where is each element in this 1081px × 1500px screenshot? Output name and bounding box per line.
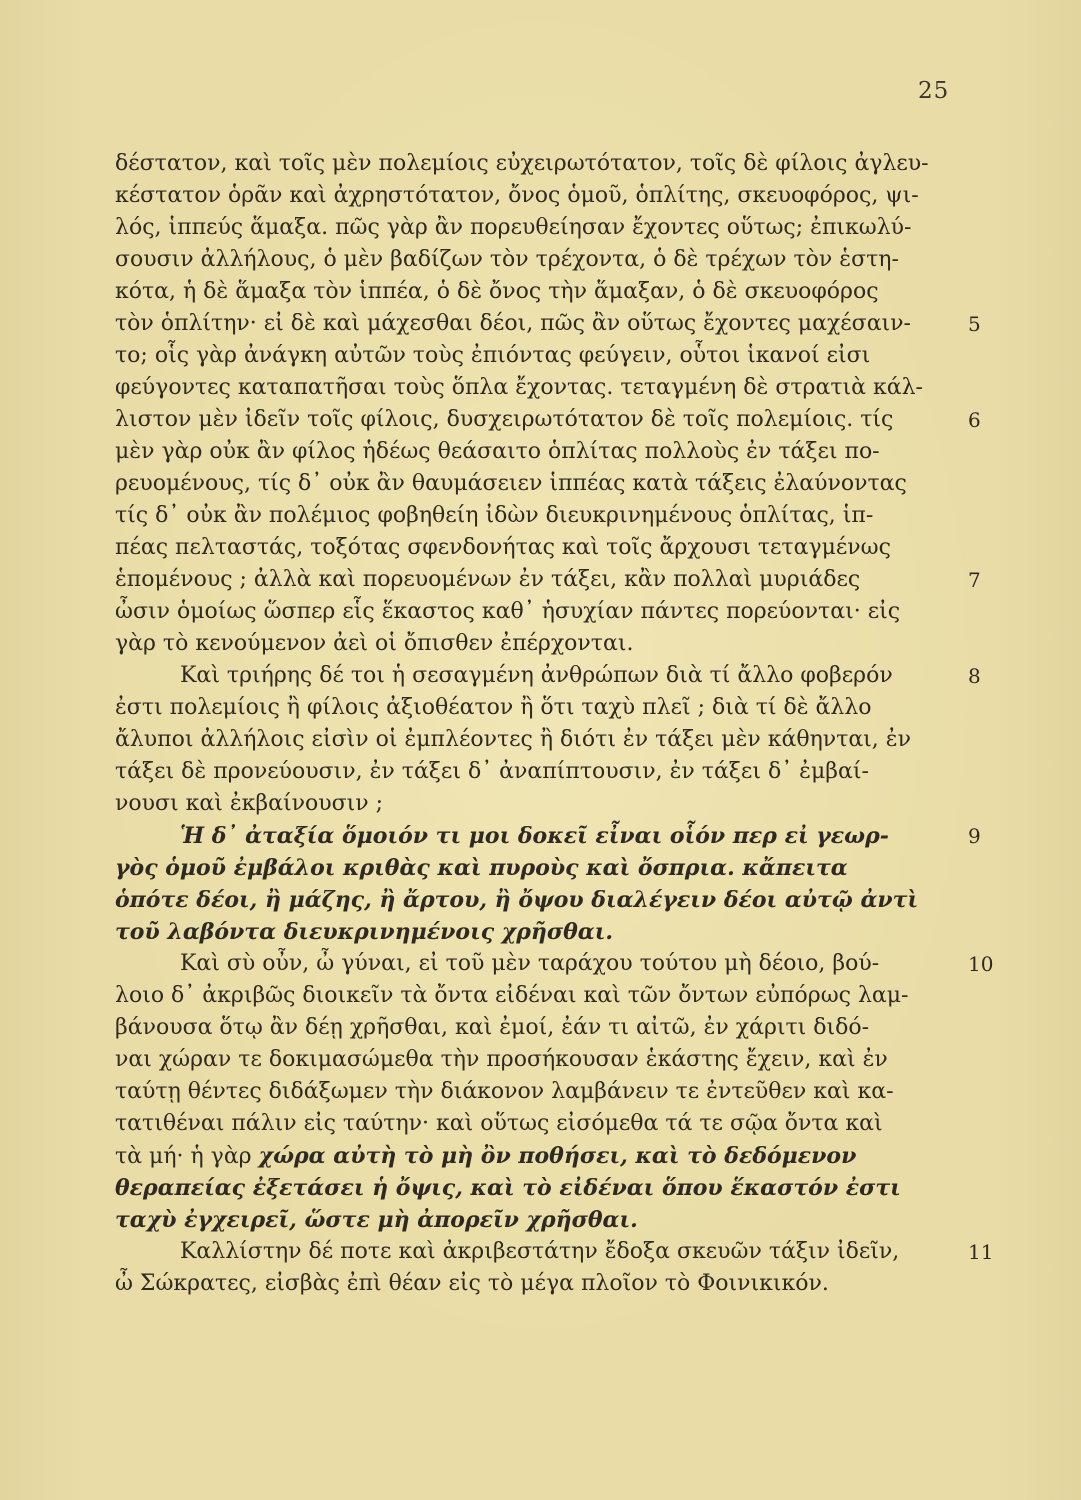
text-line: ὁπότε δέοι, ἢ μάζης, ἢ ἄρτου, ἢ ὄψου διαλέγειν δέοι αὐτῷ ἀντὶ bbox=[115, 887, 919, 913]
text-line: βάνουσα ὅτῳ ἂν δέῃ χρῆσθαι, καὶ ἐμοί, ἐάν τι αἰτῶ, ἐν χάριτι διδό- bbox=[115, 1015, 870, 1040]
text-line: νουσι καὶ ἐκβαίνουσιν ; bbox=[115, 791, 384, 816]
text-line: τὸν ὁπλίτην· εἰ δὲ καὶ μάχεσθαι δέοι, πῶς ἂν οὕτως ἔχοντες μαχέσαιν- bbox=[115, 311, 911, 336]
section-number: 11 bbox=[968, 1240, 994, 1264]
text-line: τίς δ᾽ οὐκ ἂν πολέμιος φοβηθείη ἰδὼν διευκρινημένους ὁπλίτας, ἱπ- bbox=[115, 503, 874, 528]
section-number: 6 bbox=[968, 408, 981, 432]
text-line: ταύτῃ θέντες διδάξωμεν τὴν διάκονον λαμβάνειν τε ἐντεῦθεν καὶ κα- bbox=[115, 1079, 894, 1104]
text-line: ὦσιν ὁμοίως ὥσπερ εἷς ἕκαστος καθ᾽ ἡσυχίαν πάντες πορεύονται· εἰς bbox=[115, 599, 901, 624]
text-span: ἡ γὰρ bbox=[190, 1144, 252, 1169]
text-line: ἄλυποι ἀλλήλοις εἰσὶν οἱ ἐμπλέοντες ἢ διότι ἐν τάξει μὲν κάθηνται, ἐν bbox=[115, 727, 911, 752]
text-line: Ἡ δ᾽ ἀταξία ὅμοιόν τι μοι δοκεῖ εἶναι οἷόν περ εἰ γεωρ- bbox=[180, 823, 889, 849]
text-line: τάξει δὲ προνεύουσιν, ἐν τάξει δ᾽ ἀναπίπτουσιν, ἐν τάξει δ᾽ ἐμβαί- bbox=[115, 759, 869, 784]
section-number: 7 bbox=[968, 568, 981, 592]
text-line: λοιο δ᾽ ἀκριβῶς διοικεῖν τὰ ὄντα εἰδέναι καὶ τῶν ὄντων εὐπόρως λαμ- bbox=[115, 983, 909, 1008]
text-line: πέας πελταστάς, τοξότας σφενδονήτας καὶ τοῖς ἄρχουσι τεταγμένως bbox=[115, 535, 891, 560]
text-line-mixed bbox=[115, 1140, 975, 1172]
text-line: λός, ἱππεύς ἅμαξα. πῶς γὰρ ἂν πορευθείησαν ἔχοντες οὕτως; ἐπικωλύ- bbox=[115, 215, 912, 240]
text-line: μὲν γὰρ οὐκ ἂν φίλος ἡδέως θεάσαιτο ὁπλίτας πολλοὺς ἐν τάξει πο- bbox=[115, 439, 880, 464]
text-line: δέστατον, καὶ τοῖς μὲν πολεμίοις εὐχειρωτότατον, τοῖς δὲ φίλοις ἀγλευ- bbox=[115, 151, 929, 176]
text-span: τὰ μή· bbox=[115, 1144, 184, 1169]
text-line: σουσιν ἀλλήλους, ὁ μὲν βαδίζων τὸν τρέχοντα, ὁ δὲ τρέχων τὸν ἑστη- bbox=[115, 247, 899, 272]
text-line: ναι χώραν τε δοκιμασώμεθα τὴν προσήκουσαν ἑκάστης ἔχειν, καὶ ἐν bbox=[115, 1047, 888, 1072]
text-line: Καλλίστην δέ ποτε καὶ ἀκριβεστάτην ἔδοξα σκευῶν τάξιν ἰδεῖν, bbox=[180, 1239, 900, 1264]
text-line: ταχὺ ἐγχειρεῖ, ὥστε μὴ ἀπορεῖν χρῆσθαι. bbox=[115, 1207, 638, 1233]
page-number: 25 bbox=[918, 78, 950, 104]
section-number: 9 bbox=[968, 824, 981, 848]
text-line: γὰρ τὸ κενούμενον ἀεὶ οἱ ὄπισθεν ἐπέρχονται. bbox=[115, 631, 634, 656]
section-number: 8 bbox=[968, 664, 981, 688]
text-line: ἑπομένους ; ἀλλὰ καὶ πορευομένων ἐν τάξει, κἂν πολλαὶ μυριάδες bbox=[115, 567, 861, 592]
section-number: 10 bbox=[968, 952, 994, 976]
text-line: φεύγοντες καταπατῆσαι τοὺς ὅπλα ἔχοντας. τεταγμένη δὲ στρατιὰ κάλ- bbox=[115, 375, 923, 400]
text-line: κότα, ἡ δὲ ἅμαξα τὸν ἱππέα, ὁ δὲ ὄνος τὴν ἅμαξαν, ὁ δὲ σκευοφόρος bbox=[115, 279, 879, 304]
text-line: ἐστι πολεμίοις ἢ φίλοις ἀξιοθέατον ἢ ὅτι ταχὺ πλεῖ ; διὰ τί δὲ ἄλλο bbox=[115, 695, 872, 720]
text-line: Καὶ τριήρης δέ τοι ἡ σεσαγμένη ἀνθρώπων διὰ τί ἄλλο φοβερόν bbox=[180, 663, 893, 688]
text-line: ὦ Σώκρατες, εἰσβὰς ἐπὶ θέαν εἰς τὸ μέγα πλοῖον τὸ Φοινικικόν. bbox=[115, 1271, 829, 1296]
text-line: λιστον μὲν ἰδεῖν τοῖς φίλοις, δυσχειρωτότατον δὲ τοῖς πολεμίοις. τίς bbox=[115, 407, 894, 432]
section-number: 5 bbox=[968, 312, 981, 336]
text-line: τοῦ λαβόντα διευκρινημένοις χρῆσθαι. bbox=[115, 919, 614, 945]
text-line: κέστατον ὁρᾶν καὶ ἀχρηστότατον, ὄνος ὁμοῦ, ὁπλίτης, σκευοφόρος, ψι- bbox=[115, 183, 919, 208]
text-span-bold: χώρα αὐτὴ τὸ μὴ ὂν ποθήσει, καὶ τὸ δεδόμενον bbox=[258, 1143, 857, 1169]
text-line: θεραπείας ἐξετάσει ἡ ὄψις, καὶ τὸ εἰδέναι ὅπου ἕκαστόν ἐστι bbox=[115, 1175, 901, 1201]
text-line: Καὶ σὺ οὖν, ὦ γύναι, εἰ τοῦ μὲν ταράχου τούτου μὴ δέοιο, βού- bbox=[180, 951, 880, 976]
text-line: τατιθέναι πάλιν εἰς ταύτην· καὶ οὕτως εἰσόμεθα τά τε σῷα ὄντα καὶ bbox=[115, 1111, 883, 1136]
text-line: ρευομένους, τίς δ᾽ οὐκ ἂν θαυμάσειεν ἱππέας κατὰ τάξεις ἐλαύνοντας bbox=[115, 471, 907, 496]
text-line: το; οἷς γὰρ ἀνάγκη αὐτῶν τοὺς ἐπιόντας φεύγειν, οὗτοι ἱκανοί εἰσι bbox=[115, 343, 871, 368]
text-line: γὸς ὁμοῦ ἐμβάλοι κριθὰς καὶ πυροὺς καὶ ὄσπρια. κἄπειτα bbox=[115, 855, 848, 881]
